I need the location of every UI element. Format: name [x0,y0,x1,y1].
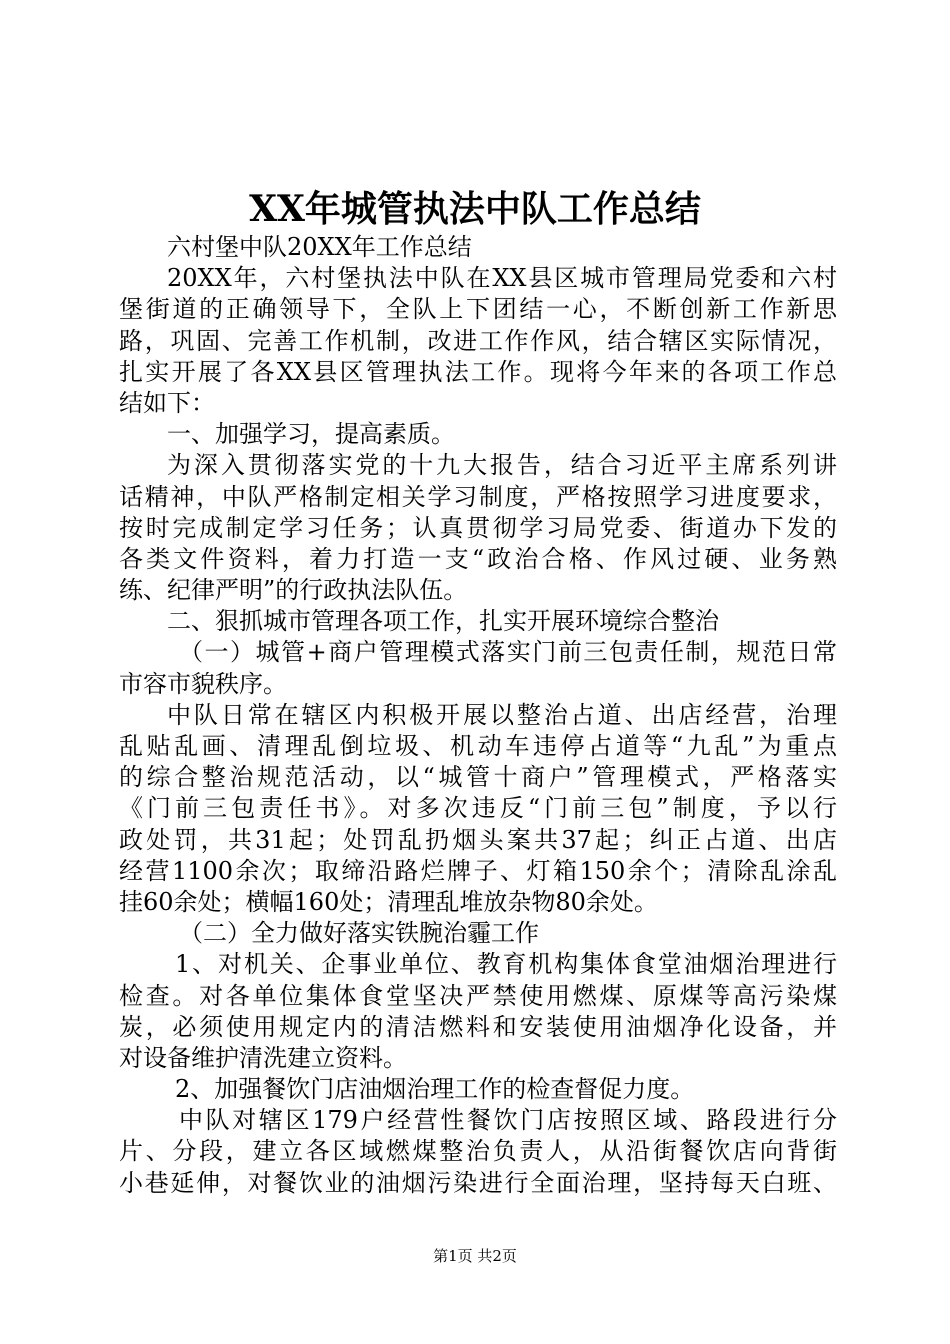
paragraph-line: 练、纪律严明”的行政执法队伍。 [119,576,468,605]
paragraph-line: 话精神，中队严格制定相关学习制度，严格按照学习进度要求， [119,482,837,511]
paragraph-line: 经营1100余次；取缔沿路烂牌子、灯箱150余个；清除乱涂乱 [119,856,837,885]
paragraph-line: 堡街道的正确领导下，全队上下团结一心，不断创新工作新思 [119,295,837,324]
subsection-heading: （一）城管+商户管理模式落实门前三包责任制，规范日常 [179,638,837,667]
paragraph-line: 按时完成制定学习任务；认真贯彻学习局党委、街道办下发的 [119,513,837,542]
paragraph-line: 结如下： [119,388,215,417]
paragraph-line: 各类文件资料，着力打造一支“政治合格、作风过硬、业务熟 [119,544,837,573]
paragraph-line: 1、对机关、企事业单位、教育机构集体食堂油烟治理进行 [175,950,837,979]
document-body [119,232,837,1199]
paragraph-line: 的综合整治规范活动，以“城管十商户”管理模式，严格落实 [119,763,837,792]
paragraph-line: 为深入贯彻落实党的十九大报告，结合习近平主席系列讲 [167,451,837,480]
subtitle-line: 六村堡中队20XX年工作总结 [167,233,472,261]
paragraph-line: 检查。对各单位集体食堂坚决严禁使用燃煤、原煤等高污染煤 [119,981,837,1010]
subsection-heading: 市容市貌秩序。 [119,669,287,698]
paragraph-line: 中队对辖区179户经营性餐饮门店按照区域、路段进行分 [179,1106,837,1135]
document-title: XX年城管执法中队工作总结 [249,188,701,230]
paragraph-line: 挂60余处；横幅160处；清理乱堆放杂物80余处。 [119,887,658,916]
subsection-heading: （二）全力做好落实铁腕治霾工作 [179,919,539,948]
paragraph-line: 政处罚，共31起；处罚乱扔烟头案共37起；纠正占道、出店 [119,825,837,854]
paragraph-line: 2、加强餐饮门店油烟治理工作的检查督促力度。 [175,1075,695,1104]
paragraph-line: 中队日常在辖区内积极开展以整治占道、出店经营，治理 [167,700,837,729]
paragraph-line: 对设备维护清洗建立资料。 [119,1043,407,1072]
section-heading: 二、狠抓城市管理各项工作，扎实开展环境综合整治 [167,607,719,636]
paragraph-line: 扎实开展了各XX县区管理执法工作。现将今年来的各项工作总 [119,357,837,386]
paragraph-line: 炭，必须使用规定内的清洁燃料和安装使用油烟净化设备，并 [119,1012,837,1041]
paragraph-line: 片、分段，建立各区域燃煤整治负责人，从沿街餐饮店向背街 [119,1137,837,1166]
paragraph-line: 《门前三包责任书》。对多次违反“门前三包”制度，予以行 [119,794,837,823]
paragraph-line: 20XX年，六村堡执法中队在XX县区城市管理局党委和六村 [167,264,837,293]
paragraph-line: 乱贴乱画、清理乱倒垃圾、机动车违停占道等“九乱”为重点 [119,732,837,760]
paragraph-line: 小巷延伸，对餐饮业的油烟污染进行全面治理，坚持每天白班、 [119,1168,837,1197]
page-footer: 第1页 共2页 [433,1247,517,1265]
section-heading: 一、加强学习，提高素质。 [167,420,455,449]
paragraph-line: 路，巩固、完善工作机制，改进工作作风，结合辖区实际情况， [119,326,837,355]
